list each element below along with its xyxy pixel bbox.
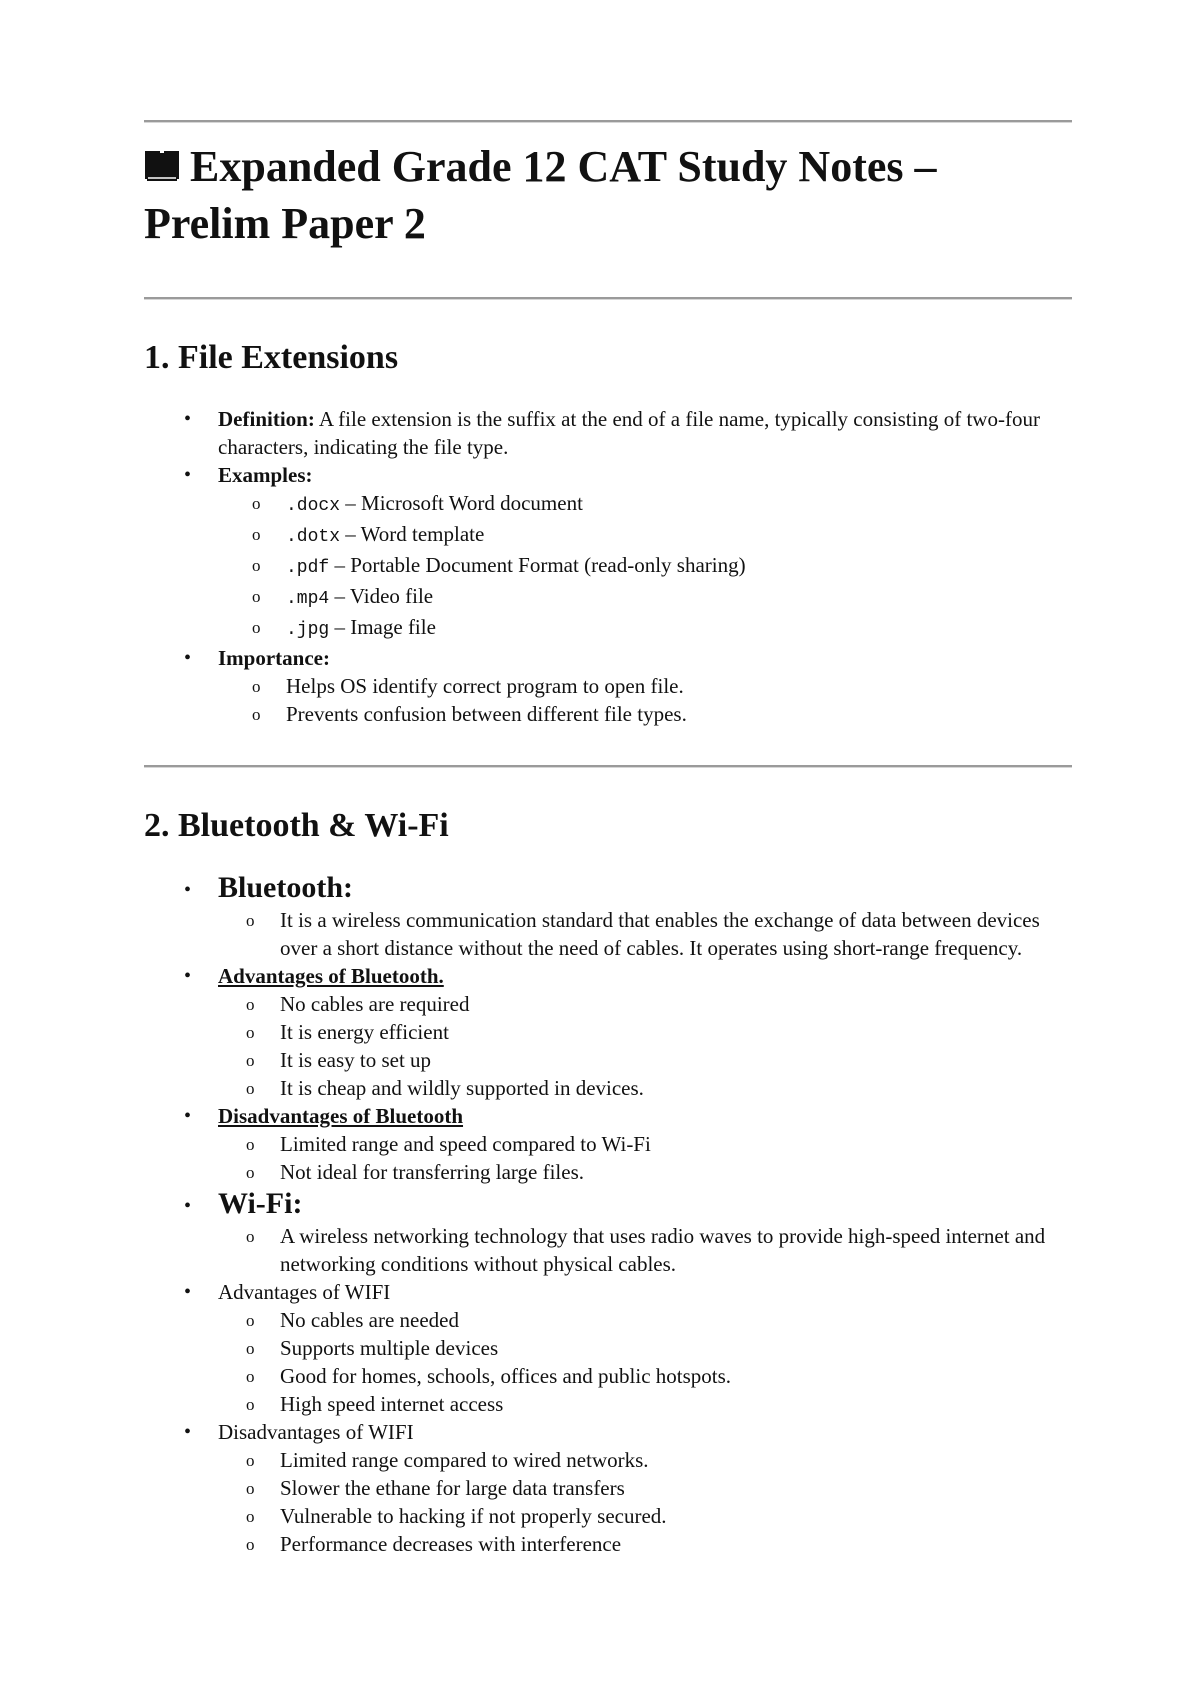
list-item-definition <box>144 405 1072 461</box>
list-item: o No cables are required <box>246 990 1072 1018</box>
list-item <box>252 582 1072 613</box>
wifi-disadvantages-label: Disadvantages of WIFI <box>218 1420 414 1444</box>
wifi-advantages-label: Advantages of WIFI <box>218 1280 391 1304</box>
list-item-importance <box>144 644 1072 728</box>
horizontal-rule <box>144 297 1072 300</box>
extension-code: .dotx <box>286 527 341 547</box>
bluetooth-wifi-list <box>144 870 1072 1558</box>
list-item-bluetooth-disadvantages <box>144 1102 1072 1186</box>
page-title-text: Expanded Grade 12 CAT Study Notes – Prelim Paper 2 <box>144 142 937 248</box>
wifi-disadvantages-sublist <box>218 1446 1072 1558</box>
horizontal-rule <box>144 765 1072 768</box>
list-item-wifi <box>144 1186 1072 1278</box>
list-item: o Helps OS identify correct program to open file. <box>252 672 1072 700</box>
list-item-wifi-advantages <box>144 1278 1072 1418</box>
list-item: o Limited range and speed compared to Wi-Fi <box>246 1130 1072 1158</box>
list-item: o It is easy to set up <box>246 1046 1072 1074</box>
page-title <box>144 138 1072 252</box>
list-item: o It is cheap and wildly supported in devices. <box>246 1074 1072 1102</box>
extension-code: .pdf <box>286 558 330 578</box>
list-item <box>252 520 1072 551</box>
wifi-label: Wi-Fi: <box>218 1187 303 1220</box>
list-item: o Limited range compared to wired networks. <box>246 1446 1072 1474</box>
list-item: o It is energy efficient <box>246 1018 1072 1046</box>
list-item: o A wireless networking technology that uses radio waves to provide high-speed internet and networking conditions without physical cables. <box>246 1222 1072 1278</box>
horizontal-rule <box>144 120 1072 123</box>
file-extensions-list <box>144 405 1072 728</box>
list-item-bluetooth-advantages <box>144 962 1072 1102</box>
section-heading-bluetooth-wifi: 2. Bluetooth & Wi-Fi <box>144 807 449 844</box>
list-item: o It is a wireless communication standard that enables the exchange of data between devices over a short distance without the need of cables. It operates using short-range frequency. <box>246 906 1072 962</box>
list-item: o Slower the ethane for large data transfers <box>246 1474 1072 1502</box>
examples-sublist <box>218 489 1072 644</box>
list-item: o Not ideal for transferring large files. <box>246 1158 1072 1186</box>
extension-code: .mp4 <box>286 589 330 609</box>
list-item-bluetooth <box>144 870 1072 962</box>
extension-description: – Portable Document Format (read-only sharing) <box>329 553 746 577</box>
extension-description: – Video file <box>329 584 434 608</box>
examples-label: Examples: <box>218 463 313 487</box>
extension-description: – Image file <box>329 615 436 639</box>
open-book-icon <box>144 149 180 183</box>
extension-description: – Word template <box>340 522 485 546</box>
bluetooth-advantages-label: Advantages of Bluetooth. <box>218 964 444 988</box>
extension-code: .jpg <box>286 620 330 640</box>
bluetooth-disadvantages-label: Disadvantages of Bluetooth <box>218 1104 464 1128</box>
bluetooth-disadvantages-sublist <box>218 1130 1072 1186</box>
section-heading-file-extensions: 1. File Extensions <box>144 339 399 376</box>
bluetooth-sublist <box>218 906 1072 962</box>
list-item <box>252 489 1072 520</box>
definition-text: A file extension is the suffix at the end of a file name, typically consisting of two-four characters, indicating the file type. <box>218 407 1040 459</box>
importance-label: Importance: <box>218 646 330 670</box>
list-item: o No cables are needed <box>246 1306 1072 1334</box>
list-item <box>252 613 1072 644</box>
bluetooth-label: Bluetooth: <box>218 871 353 904</box>
list-item: o High speed internet access <box>246 1390 1072 1418</box>
list-item-examples <box>144 461 1072 644</box>
wifi-sublist <box>218 1222 1072 1278</box>
extension-code: .docx <box>286 496 341 516</box>
definition-label: Definition: <box>218 407 315 431</box>
list-item <box>252 551 1072 582</box>
extension-description: – Microsoft Word document <box>340 491 583 515</box>
importance-sublist <box>218 672 1072 728</box>
list-item: o Good for homes, schools, offices and public hotspots. <box>246 1362 1072 1390</box>
list-item: o Performance decreases with interference <box>246 1530 1072 1558</box>
wifi-advantages-sublist <box>218 1306 1072 1418</box>
list-item-wifi-disadvantages <box>144 1418 1072 1558</box>
list-item: o Prevents confusion between different file types. <box>252 700 1072 728</box>
list-item: o Vulnerable to hacking if not properly secured. <box>246 1502 1072 1530</box>
bluetooth-advantages-sublist <box>218 990 1072 1102</box>
list-item: o Supports multiple devices <box>246 1334 1072 1362</box>
